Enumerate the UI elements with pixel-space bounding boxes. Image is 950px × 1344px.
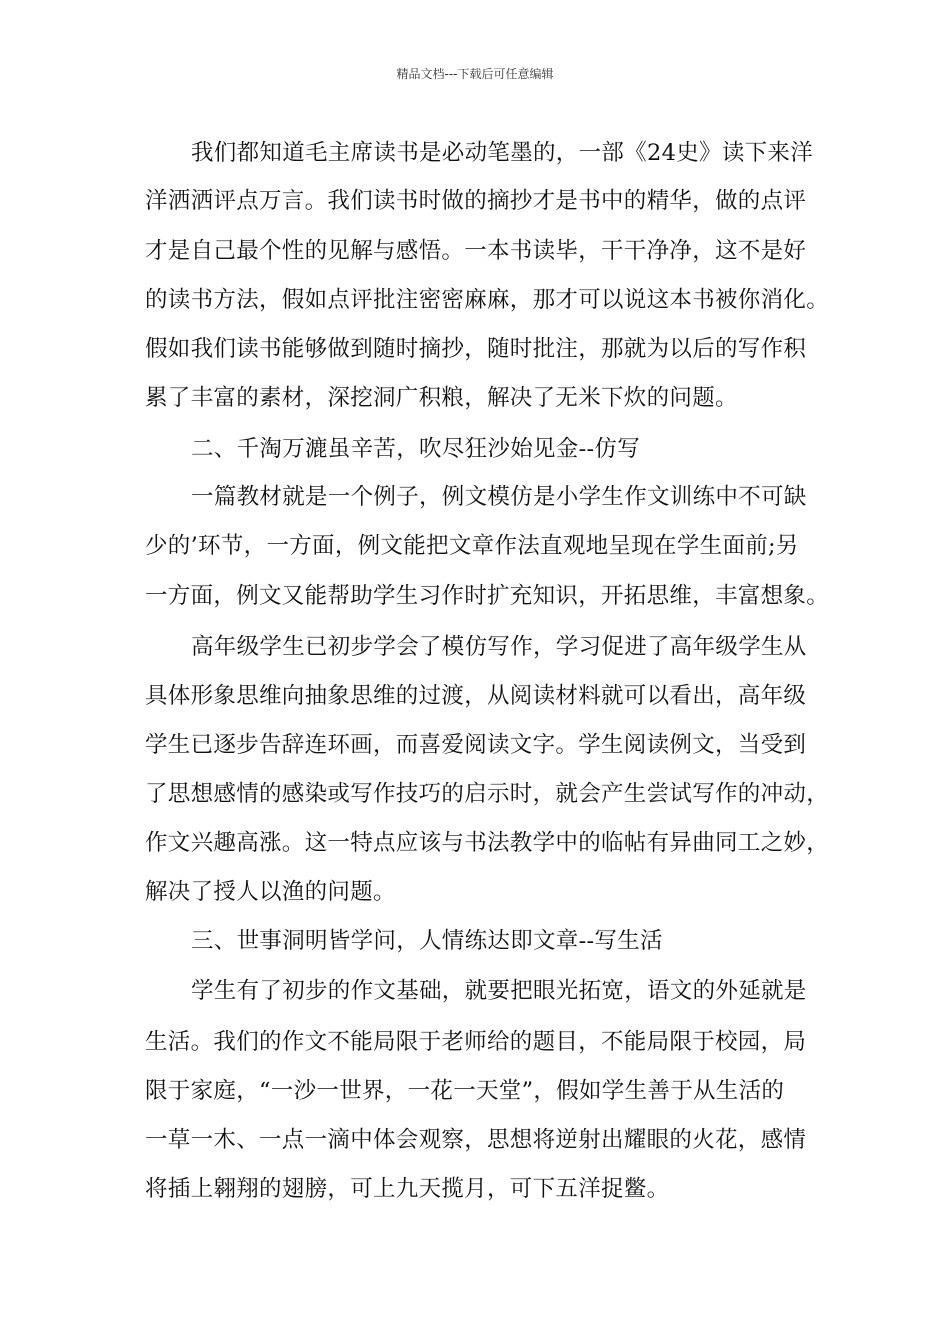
text-line: 解决了授人以渔的问题。 [145,879,396,905]
text-line: 生活。我们的作文不能局限于老师给的题目，不能局限于校园，局 [145,1029,807,1055]
text-line: 具体形象思维向抽象思维的过渡，从阅读材料就可以看出，高年级 [145,683,807,709]
page-header: 精品文档---下载后可任意编辑 [396,67,554,81]
text-line: 作文兴趣高涨。这一特点应该与书法教学中的临帖有异曲同工之妙， [145,830,830,856]
text-line: 将插上翱翔的翅膀，可上九天揽月，可下五洋捉鳖。 [145,1176,670,1202]
text-line: 一草一木、一点一滴中体会观察，思想将逆射出耀眼的火花，感情 [145,1127,807,1153]
text-line: 才是自己最个性的见解与感悟。一本书读毕，干干净净，这不是好 [145,238,807,264]
text-line: 一篇教材就是一个例子，例文模仿是小学生作文训练中不可缺 [191,484,807,510]
section-heading: 二、千淘万漉虽辛苦，吹尽狂沙始见金--仿写 [191,436,641,462]
text-line: 洋洒洒评点万言。我们读书时做的摘抄才是书中的精华，做的点评 [145,188,807,214]
text-line: 限于家庭，“一沙一世界，一花一天堂”，假如学生善于从生活的 [145,1078,785,1104]
text-line: 一方面，例文又能帮助学生习作时扩充知识，开拓思维，丰富想象。 [145,583,830,609]
text-line: 假如我们读书能够做到随时摘抄，随时批注，那就为以后的写作积 [145,336,807,362]
text-line: 我们都知道毛主席读书是必动笔墨的，一部《24史》读下来洋 [191,140,814,166]
text-line: 学生已逐步告辞连环画，而喜爱阅读文字。学生阅读例文，当受到 [145,732,807,758]
text-line: 了思想感情的感染或写作技巧的启示时，就会产生尝试写作的冲动， [145,781,830,807]
text-line: 学生有了初步的作文基础，就要把眼光拓宽，语文的外延就是 [191,978,807,1004]
text-line: 的读书方法，假如点评批注密密麻麻，那才可以说这本书被你消化。 [145,287,830,313]
text-line: 累了丰富的素材，深挖洞广积粮，解决了无米下炊的问题。 [145,385,738,411]
section-heading: 三、世事洞明皆学问，人情练达即文章--写生活 [191,928,663,954]
text-line: 高年级学生已初步学会了模仿写作，学习促进了高年级学生从 [191,634,807,660]
text-line: 少的’环节，一方面，例文能把文章作法直观地呈现在学生面前;另 [145,533,799,559]
